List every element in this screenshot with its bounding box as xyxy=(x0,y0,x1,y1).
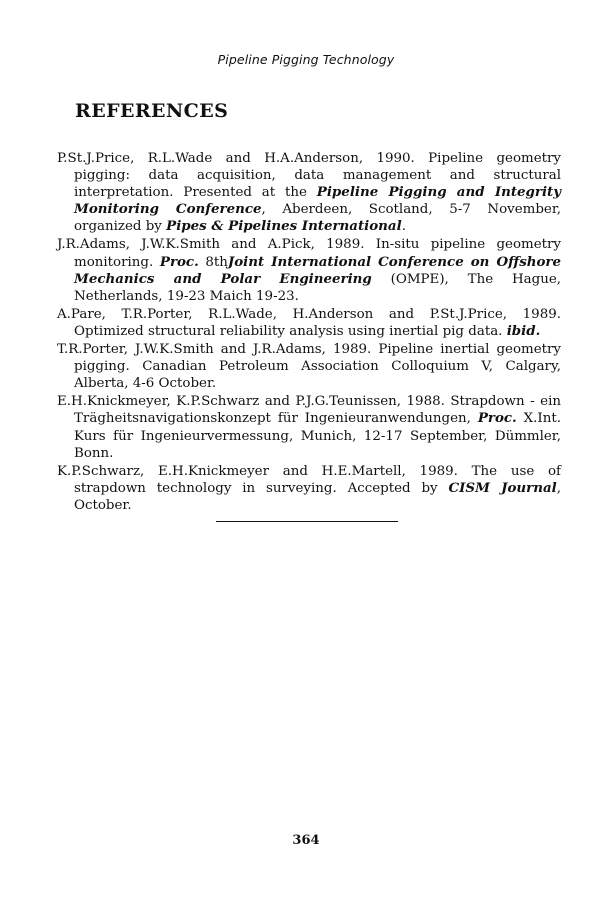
reference-text: E.H.Knickmeyer, K.P.Schwarz and P.J.G.Teunissen, 1988. Strapdown - ein Trägheitsnavigationskonzept für Ingenieuranwendungen, xyxy=(57,394,561,427)
reference-text: A.Pare, T.R.Porter, R.L.Wade, H.Anderson and P.St.J.Price, 1989. Optimized structural reliability analysis using inertial pig data. xyxy=(57,306,561,339)
reference-item xyxy=(57,150,561,235)
reference-text: 8th xyxy=(198,254,228,270)
reference-text: (OMPE), The Hague, Netherlands, 19-23 Maich 19-23. xyxy=(74,271,561,304)
reference-text: J.R.Adams, J.W.K.Smith and A.Pick, 1989. In-situ pipeline geometry monitoring. xyxy=(57,237,561,270)
reference-text: X.Int. Kurs für Ingenieurvermessung, Munich, 12-17 September, Dümmler, Bonn. xyxy=(74,411,561,461)
reference-text: K.P.Schwarz, E.H.Knickmeyer and H.E.Martell, 1989. The use of strapdown technology in surveying. Accepted by xyxy=(57,463,561,496)
reference-item xyxy=(57,341,561,392)
reference-item xyxy=(57,393,561,461)
reference-item xyxy=(57,236,561,304)
reference-title: Proc. xyxy=(477,410,517,427)
running-head: Pipeline Pigging Technology xyxy=(217,52,395,67)
reference-text: , Aberdeen, Scotland, 5-7 November, organized by xyxy=(74,202,562,235)
reference-title: Proc. xyxy=(159,253,199,270)
reference-title: ibid. xyxy=(506,322,541,339)
page-number: 364 xyxy=(292,833,320,848)
reference-text: T.R.Porter, J.W.K.Smith and J.R.Adams, 1989. Pipeline inertial geometry pigging. Canadian Petroleum Association Colloquium V, Calgary, Alberta, 4-6 October. xyxy=(57,342,561,392)
reference-title: Joint International Conference on Offshore Mechanics and Polar Engineering xyxy=(74,253,561,287)
section-heading: REFERENCES xyxy=(75,100,229,122)
reference-title: CISM Journal xyxy=(448,479,557,496)
reference-text: , October. xyxy=(74,480,561,513)
reference-item xyxy=(57,306,561,340)
reference-text: . xyxy=(401,219,406,235)
reference-list xyxy=(57,150,561,515)
section-divider xyxy=(216,521,398,522)
reference-title: Pipes & Pipelines International xyxy=(166,218,402,235)
reference-text: P.St.J.Price, R.L.Wade and H.A.Anderson, 1990. Pipeline geometry pigging: data acquisition, data management and structural interpretation. Presented at the xyxy=(57,151,561,201)
reference-item xyxy=(57,463,561,514)
reference-title: Pipeline Pigging and Integrity Monitoring Conference xyxy=(74,184,561,218)
